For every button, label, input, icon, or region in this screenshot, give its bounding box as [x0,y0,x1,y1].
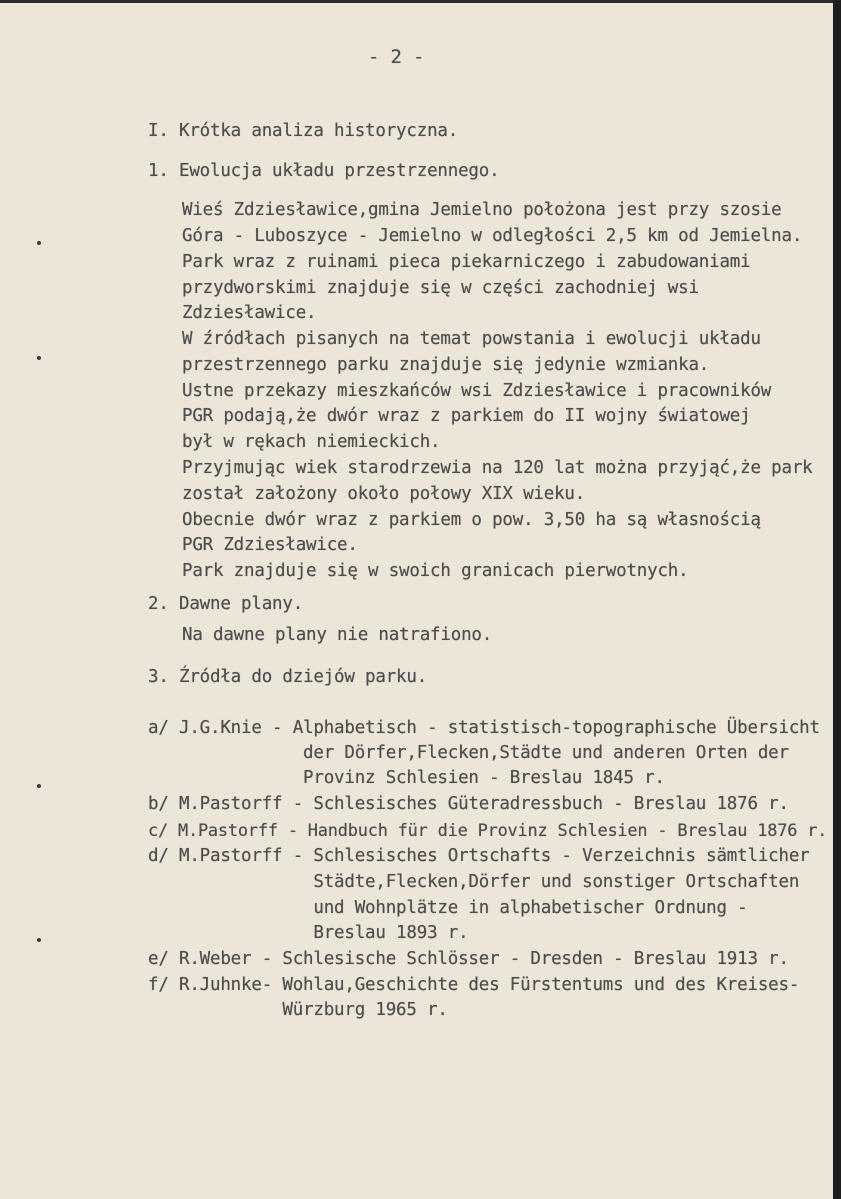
source-line: Würzburg 1965 r. [148,1000,448,1020]
source-line: d/ M.Pastorff - Schlesisches Ortschafts - Verzeichnis sämtlicher [148,846,810,866]
paragraph-line: Zdziesławice. [182,303,317,323]
paragraph-line: Obecnie dwór wraz z parkiem o pow. 3,50 ha są własnością [182,510,761,530]
subsection-3-heading: 3. Źródła do dziejów parku. [148,667,428,687]
source-line: e/ R.Weber - Schlesische Schlösser - Dresden - Breslau 1913 r. [148,949,789,969]
punch-mark [37,241,41,245]
punch-mark [37,356,41,360]
paragraph-line: przestrzennego parku znajduje się jedynie wzmianka. [182,355,710,375]
paragraph-line: Na dawne plany nie natrafiono. [182,625,493,645]
subsection-2-heading: 2. Dawne plany. [148,594,304,614]
source-line: Städte,Flecken,Dörfer und sonstiger Ortschaften [148,872,800,892]
paragraph-line: Park znajduje się w swoich granicach pierwotnych. [182,561,689,581]
page-number: - 2 - [368,46,425,68]
paragraph-line: był w rękach niemieckich. [182,432,441,452]
punch-mark [37,938,41,942]
paragraph-line: W źródłach pisanych na temat powstania i ewolucji układu [182,329,761,349]
paragraph-line: Ustne przekazy mieszkańców wsi Zdziesławice i pracowników [182,381,772,401]
source-line: und Wohnplätze in alphabetischer Ordnung - [148,898,748,918]
paragraph-line: PGR Zdziesławice. [182,535,358,555]
paragraph-line: Wieś Zdziesławice,gmina Jemielno położona jest przy szosie [182,200,782,220]
paragraph-line: Park wraz z ruinami pieca piekarniczego i zabudowaniami [182,252,751,272]
source-line: f/ R.Juhnke- Wohlau,Geschichte des Fürstentums und des Kreises- [148,975,800,995]
paragraph-line: PGR podają,że dwór wraz z parkiem do II wojny światowej [182,406,751,426]
scan-edge-top [0,0,841,3]
source-line: a/ J.G.Knie - Alphabetisch - statistisch-topographische Übersicht [148,718,820,738]
paragraph-line: Góra - Luboszyce - Jemielno w odległości 2,5 km od Jemielna. [182,226,803,246]
section-heading: I. Krótka analiza historyczna. [148,121,459,141]
source-line: c/ M.Pastorff - Handbuch für die Provinz Schlesien - Breslau 1876 r. [148,820,828,840]
source-line: b/ M.Pastorff - Schlesisches Güteradressbuch - Breslau 1876 r. [148,794,789,814]
subsection-1-heading: 1. Ewolucja układu przestrzennego. [148,161,500,181]
punch-mark [37,784,41,788]
paragraph-line: został założony około połowy XIX wieku. [182,484,586,504]
source-line: der Dörfer,Flecken,Städte und anderen Orten der [148,743,789,763]
paragraph-line: Przyjmując wiek starodrzewia na 120 lat można przyjąć,że park [182,458,813,478]
paragraph-line: przydworskimi znajduje się w części zachodniej wsi [182,278,699,298]
source-line: Breslau 1893 r. [148,923,469,943]
source-line: Provinz Schlesien - Breslau 1845 r. [148,768,665,788]
scan-edge-right [833,0,841,1199]
